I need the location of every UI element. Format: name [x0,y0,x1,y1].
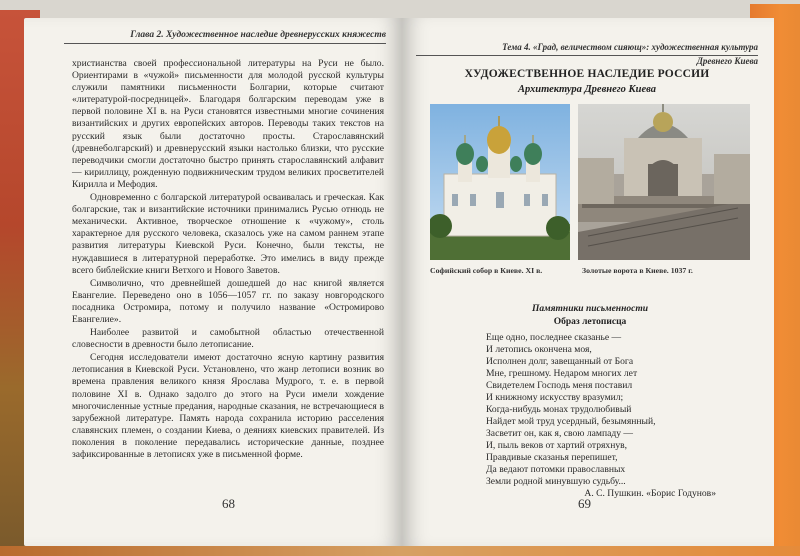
header-line: Древнего Киева [696,56,758,66]
poem-line: Да ведают потомки православных [486,464,626,475]
section-subtitle: Архитектура Древнего Киева [517,84,657,95]
paragraph: Наиболее развитой и самобытной областью отечественной словесности в древности было летописание. [72,327,384,351]
poem-line: Исполнен долг, завещанный от Бога [486,356,634,367]
paragraph: Сегодня исследователи имеют достаточно ясную картину развития летописания в Киевской Руси. Установлено, что жанр летописи возник во времена правления великого князя Ярослава Мудрого, т. е. в первой половине XI в. Однако задолго до этого на Руси имели хождение многочисленные устные предания, народные сказания, не встречающиеся в зарубежной литературе. Память народа сохранила историю расселения славянских племен, о создании Киева, о деяниях киевских правителей. Из поколения в поколение передавались исторические данные, позднее зафиксированные в летописях уже в письменной форме. [72,352,384,460]
cathedral-photo [430,104,570,260]
poem-line: Правдивые сказанья перепишет, [486,452,618,463]
poem-line: Когда-нибудь монах трудолюбивый [486,404,632,415]
poem-line: И летопись окончена моя, [486,344,592,355]
paragraph: христианства своей профессиональной литературы на Руси не было. Ориентирами в «чужой» письменности для молодой русской культуры служили памятники письменности Болгарии, которые считают «литературой-посредницей». Благодаря болгарским переводам уже в первой половине XI в. на Руси становятся известными многие сочинения византийских и других европейских авторов. Переводы таких текстов на русский язык были достаточно просты. Старославянский (древнеболгарский) и древнерусский языки настолько близки, что русские переводчики смогли достаточно быстро принять старославянский алфавит — кириллицу, рожденную подвижническим трудом великих просветителей Кирилла и Мефодия. [72,58,384,190]
poem-attribution: А. С. Пушкин. «Борис Годунов» [584,488,716,499]
right-page-header [416,42,758,67]
poem-line: И книжному искусству вразумил; [486,392,624,403]
poem-line: Еще одно, последнее сказанье — [486,332,622,343]
book-cover-bottom-edge [0,546,800,556]
golden-gate-caption: Золотые ворота в Киеве. 1037 г. [582,266,693,275]
poem [486,332,736,500]
poem-line: Мне, грешному. Недаром многих лет [486,368,638,379]
poem-line: И, пыль веков от хартий отряхнув, [486,440,628,451]
section-label: Памятники письменности [532,304,648,314]
paragraph: Одновременно с болгарской литературой осваивалась и греческая. Как болгарские, так и византийские источники принимались Русью отнюдь не механически. Активное, творческое отношение к «чужому», столь характерное для русского человека, сказалось уже на самом раннем этапе развития литературы Киевской Руси. Конечно, были тексты, не нуждавшиеся в литературной переработке. Это имелись в виду прежде всего библейские книги Ветхого и Нового Заветов. [72,192,384,276]
poem-line: Засветит он, как я, свою лампаду — [486,428,634,439]
poem-title: Образ летописца [553,317,627,327]
left-page-body [72,58,384,462]
header-line: Тема 4. «Град, величеством сияющ»: художественная культура [502,42,758,52]
poem-line: Свидетелем Господь меня поставил [486,380,633,391]
cathedral-caption: Софийский собор в Киеве. XI в. [430,266,543,275]
golden-gate-photo [578,104,750,260]
page-number-right: 69 [578,496,591,511]
paragraph: Символично, что древнейшей дошедшей до нас книгой является Евангелие. Переведено оно в 1056—1057 гг. по заказу новгородского посадника Остромира, потому и получило название «Остромирово Евангелие». [72,277,384,325]
poem-line: Найдет мой труд усердный, безымянный, [486,416,656,427]
poem-line: Земли родной минувшую судьбу... [486,476,626,487]
section-title: ХУДОЖЕСТВЕННОЕ НАСЛЕДИЕ РОССИИ [464,68,710,80]
page-number-left: 68 [222,496,235,511]
left-page-header: Глава 2. Художественное наследие древнерусских княжеств [64,30,386,44]
